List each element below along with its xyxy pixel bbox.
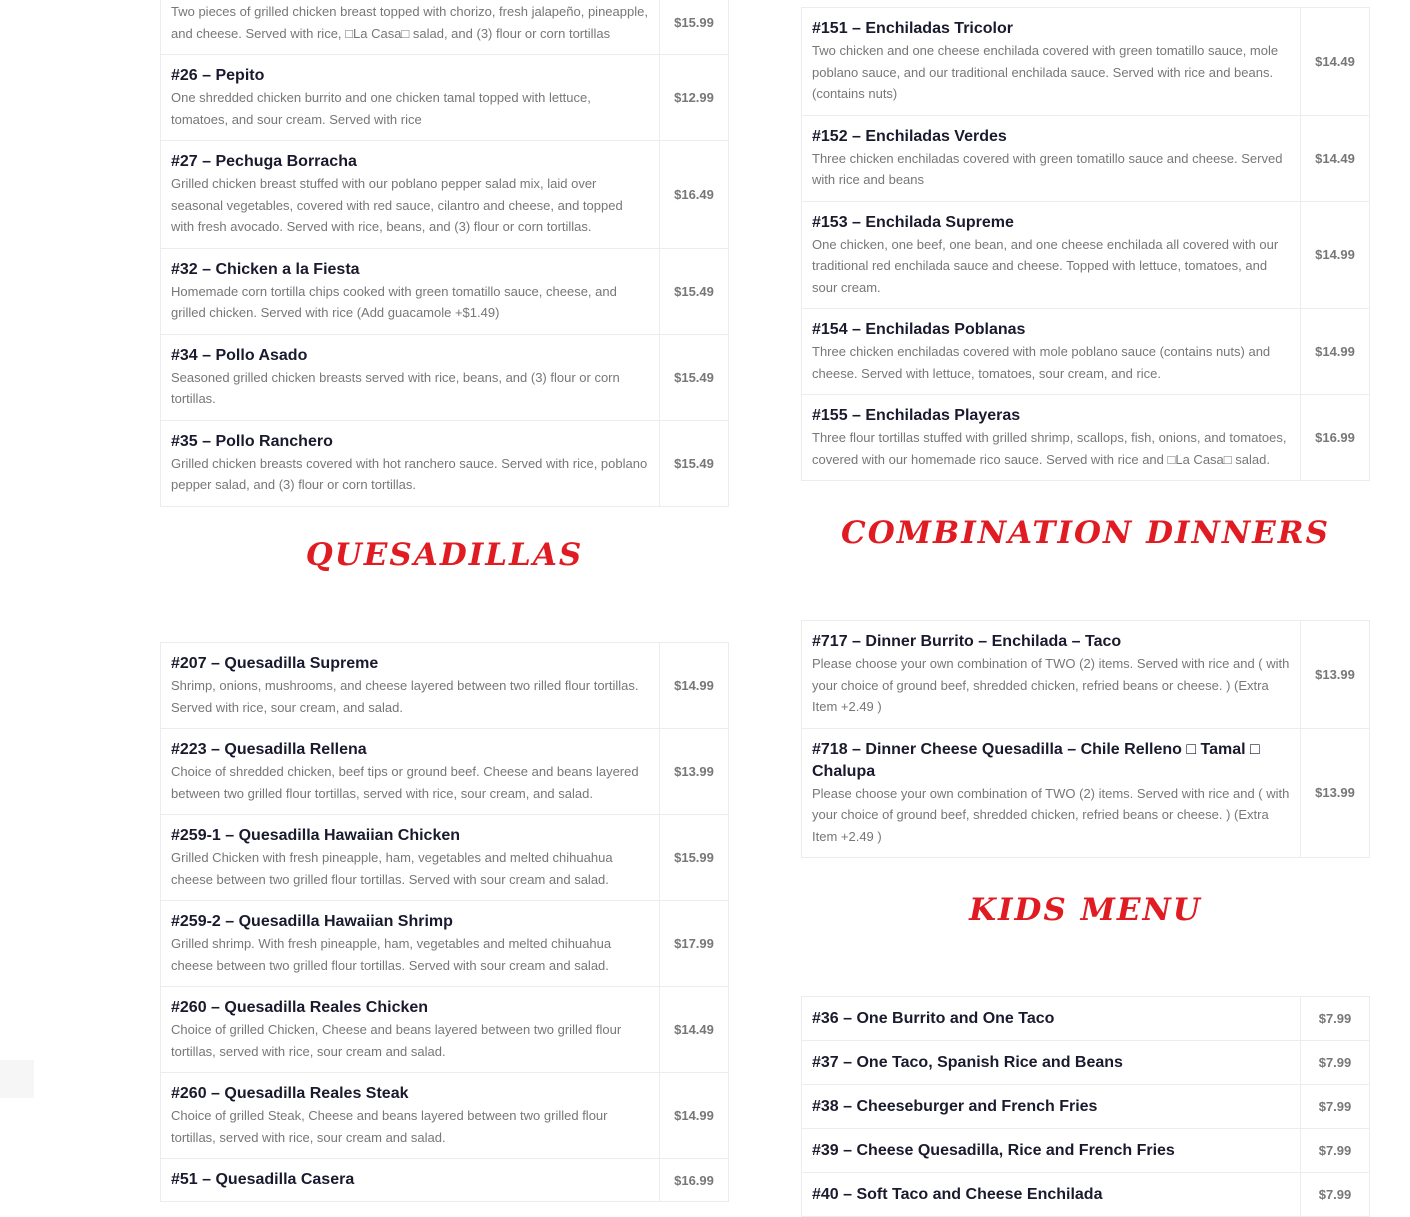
menu-item-title: #37 – One Taco, Spanish Rice and Beans [812,1054,1123,1071]
kids-list [801,996,1370,1217]
menu-item-title: #36 – One Burrito and One Taco [812,1010,1055,1027]
menu-item-desc: Please choose your own combination of TWO (2) items. Served with rice and ( with your choice of ground beef, shredded chicken, refried beans or cheese. ) (Extra Item +2.49 ) [812,656,1290,714]
menu-item-description-cell [161,55,660,141]
menu-item-title: #223 – Quesadilla Rellena [171,741,367,758]
menu-item-price: $16.99 [660,1159,729,1202]
menu-item-row [161,141,729,249]
menu-item-description-cell [161,334,660,420]
menu-item-price: $14.99 [1301,201,1370,309]
menu-item-description-cell [161,248,660,334]
menu-item-price: $7.99 [1301,1041,1370,1085]
menu-item-desc: Choice of shredded chicken, beef tips or ground beef. Cheese and beans layered between two grilled flour tortillas, served with rice, sour cream, and salad. [171,764,639,801]
menu-item-row [802,621,1370,729]
menu-item-title: #154 – Enchiladas Poblanas [812,321,1026,338]
menu-item-row [161,1073,729,1159]
menu-item-row [802,997,1370,1041]
left-column [160,0,729,507]
menu-item-row [161,0,729,55]
menu-item-row [802,201,1370,309]
menu-item-title: #51 – Quesadilla Casera [171,1171,355,1188]
chicken-menu-table [160,0,729,507]
menu-item-description-cell [802,621,1301,729]
combination-section [801,515,1370,565]
menu-item-price: $15.49 [660,334,729,420]
menu-item-description-cell [802,1085,1301,1129]
menu-item-price: $16.99 [1301,395,1370,481]
menu-item-row [161,334,729,420]
menu-item-desc: Seasoned grilled chicken breasts served with rice, beans, and (3) flour or corn tortillas. [171,369,620,406]
menu-item-price: $14.99 [660,1073,729,1159]
menu-item-desc: Homemade corn tortilla chips cooked with green tomatillo sauce, cheese, and grilled chicken. Served with rice (Add guacamole +$1.49) [171,283,617,320]
menu-item-description-cell [802,1173,1301,1217]
menu-item-row [161,729,729,815]
menu-item-description-cell [161,729,660,815]
menu-item-desc: Two pieces of grilled chicken breast topped with chorizo, fresh jalapeño, pineapple, and cheese. Served with rice, □La Casa□ salad, and (3) flour or corn tortillas [171,4,648,41]
menu-item-title: #35 – Pollo Ranchero [171,432,333,450]
menu-item-row [161,55,729,141]
quesadillas-heading: QUESADILLAS [305,537,584,573]
menu-item-desc: Grilled chicken breast stuffed with our poblano pepper salad mix, laid over seasonal vegetables, covered with red sauce, cilantro and cheese, and topped with fresh avocado. Served with rice, beans, and (3) flour or corn tortillas. [171,176,623,234]
menu-item-row [802,8,1370,116]
menu-item-desc: Shrimp, onions, mushrooms, and cheese layered between two rilled flour tortillas. Served with rice, sour cream, and salad. [171,678,639,715]
menu-item-title: #718 – Dinner Cheese Quesadilla – Chile Relleno □ Tamal □ Chalupa [812,740,1260,780]
menu-item-price: $14.99 [1301,309,1370,395]
enchiladas-list [801,7,1370,481]
menu-item-title: #259-1 – Quesadilla Hawaiian Chicken [171,827,461,844]
menu-item-title: #260 – Quesadilla Reales Chicken [171,999,429,1016]
menu-item-price: $15.99 [660,815,729,901]
kids-table [801,996,1370,1217]
kids-heading: KIDS MENU [969,892,1202,928]
menu-item-description-cell [802,201,1301,309]
combination-heading: COMBINATION DINNERS [841,515,1330,551]
menu-item-description-cell [161,901,660,987]
menu-item-description-cell [161,420,660,506]
menu-item-row [161,643,729,729]
menu-item-price: $13.99 [1301,728,1370,858]
menu-item-price: $12.99 [660,55,729,141]
menu-item-title: #153 – Enchilada Supreme [812,213,1014,231]
menu-item-price: $14.49 [1301,8,1370,116]
quesadillas-list [160,642,729,1202]
enchiladas-table [801,7,1370,481]
menu-item-row [161,901,729,987]
menu-item-description-cell [802,728,1301,858]
menu-item-price: $13.99 [660,729,729,815]
menu-item-description-cell [161,1073,660,1159]
menu-item-description-cell [161,987,660,1073]
menu-item-desc: One shredded chicken burrito and one chicken tamal topped with lettuce, tomatoes, and sour cream. Served with rice [171,90,591,127]
menu-item-row [161,815,729,901]
menu-item-price: $14.49 [1301,115,1370,201]
menu-item-desc: Grilled chicken breasts covered with hot ranchero sauce. Served with rice, poblano pepper salad, and (3) flour or corn tortillas. [171,455,648,492]
menu-item-row [161,1159,729,1202]
menu-item-title: #32 – Chicken a la Fiesta [171,260,360,278]
menu-item-title: #152 – Enchiladas Verdes [812,127,1007,145]
menu-item-description-cell [802,997,1301,1041]
menu-item-description-cell [161,1159,660,1202]
menu-item-price: $15.99 [660,0,729,55]
menu-item-description-cell [161,643,660,729]
menu-item-title: #40 – Soft Taco and Cheese Enchilada [812,1186,1103,1203]
menu-item-desc: Grilled shrimp. With fresh pineapple, ham, vegetables and melted chihuahua cheese between two grilled flour tortillas. Served with sour cream and salad. [171,936,612,973]
menu-item-price: $15.49 [660,420,729,506]
menu-item-price: $7.99 [1301,1085,1370,1129]
menu-item-description-cell [161,0,660,55]
combination-table [801,620,1370,858]
menu-item-title: #151 – Enchiladas Tricolor [812,20,1013,37]
menu-item-title: #155 – Enchiladas Playeras [812,407,1021,424]
menu-item-row [161,987,729,1073]
menu-item-desc: Three flour tortillas stuffed with grilled shrimp, scallops, fish, onions, and tomatoes, covered with our homemade rico sauce. Served with rice and □La Casa□ salad. [812,430,1287,467]
kids-section [801,892,1370,942]
menu-item-row [802,395,1370,481]
menu-item-title: #39 – Cheese Quesadilla, Rice and French Fries [812,1142,1175,1159]
menu-item-title: #207 – Quesadilla Supreme [171,655,379,672]
menu-item-description-cell [802,395,1301,481]
menu-item-desc: Three chicken enchiladas covered with green tomatillo sauce and cheese. Served with rice and beans [812,150,1283,187]
menu-item-row [802,1129,1370,1173]
menu-item-desc: Choice of grilled Chicken, Cheese and beans layered between two grilled flour tortillas, served with rice, sour cream and salad. [171,1022,622,1059]
menu-item-row [161,420,729,506]
menu-item-price: $14.99 [660,643,729,729]
menu-item-desc: One chicken, one beef, one bean, and one cheese enchilada all covered with our traditional red enchilada sauce and cheese. Topped with lettuce, tomatoes, and sour cream. [812,236,1279,295]
menu-item-title: #38 – Cheeseburger and French Fries [812,1098,1098,1115]
side-tab[interactable] [0,1060,34,1098]
quesadillas-section [160,537,729,587]
menu-item-title: #26 – Pepito [171,67,265,84]
menu-item-description-cell [161,141,660,249]
menu-item-description-cell [802,115,1301,201]
menu-item-description-cell [802,1041,1301,1085]
menu-item-price: $15.49 [660,248,729,334]
menu-item-price: $17.99 [660,901,729,987]
menu-item-price: $7.99 [1301,1173,1370,1217]
menu-item-row [802,1041,1370,1085]
menu-item-description-cell [161,815,660,901]
quesadillas-table [160,642,729,1202]
menu-item-row [802,309,1370,395]
menu-item-title: #34 – Pollo Asado [171,346,308,364]
menu-item-price: $7.99 [1301,1129,1370,1173]
menu-item-row [802,1173,1370,1217]
menu-item-title: #259-2 – Quesadilla Hawaiian Shrimp [171,913,453,930]
menu-item-row [802,728,1370,858]
menu-item-description-cell [802,309,1301,395]
menu-item-row [802,1085,1370,1129]
menu-item-desc: Three chicken enchiladas covered with mole poblano sauce (contains nuts) and cheese. Served with lettuce, tomatoes, sour cream, and rice. [812,344,1271,381]
menu-item-desc: Please choose your own combination of TWO (2) items. Served with rice and ( with your choice of ground beef, shredded chicken, refried beans or cheese. ) (Extra Item +2.49 ) [812,785,1290,844]
menu-item-title: #717 – Dinner Burrito – Enchilada – Taco [812,633,1122,650]
menu-item-price: $16.49 [660,141,729,249]
menu-item-row [802,115,1370,201]
menu-item-row [161,248,729,334]
menu-item-price: $14.49 [660,987,729,1073]
menu-item-title: #260 – Quesadilla Reales Steak [171,1085,409,1102]
menu-item-description-cell [802,1129,1301,1173]
menu-item-desc: Two chicken and one cheese enchilada covered with green tomatillo sauce, mole poblano sauce, and our traditional enchilada sauce. Served with rice and beans. (contains nuts) [812,43,1279,101]
menu-item-description-cell [802,8,1301,116]
combination-list [801,620,1370,858]
menu-item-desc: Choice of grilled Steak, Cheese and beans layered between two grilled flour tortillas, served with rice, sour cream and salad. [171,1108,608,1145]
menu-item-price: $7.99 [1301,997,1370,1041]
menu-item-desc: Grilled Chicken with fresh pineapple, ham, vegetables and melted chihuahua cheese between two grilled flour tortillas. Served with sour cream and salad. [171,850,613,887]
menu-item-title: #27 – Pechuga Borracha [171,153,357,170]
menu-item-price: $13.99 [1301,621,1370,729]
